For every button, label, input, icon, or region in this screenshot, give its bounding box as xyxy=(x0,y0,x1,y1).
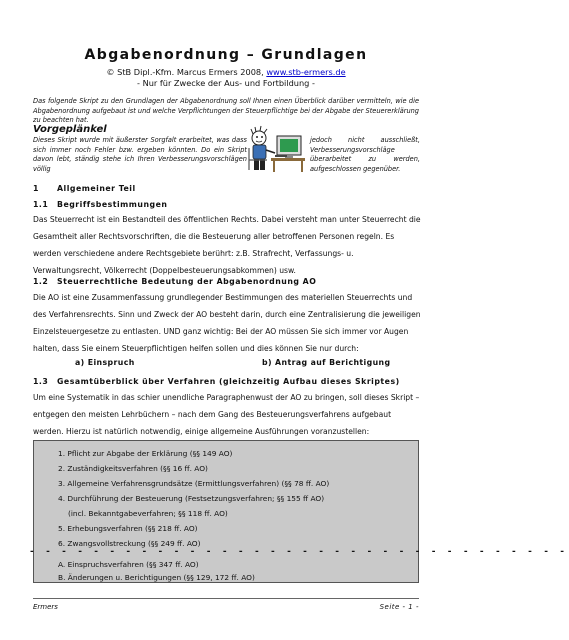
section-1-3-heading xyxy=(33,377,400,386)
vorgeplaenkel-heading: Vorgeplänkel xyxy=(33,124,107,135)
section-title: Allgemeiner Teil xyxy=(57,184,136,193)
section-number: 1.3 xyxy=(33,377,49,386)
document-title: Abgabenordnung – Grundlagen xyxy=(84,47,368,63)
section-number: 1.2 xyxy=(33,277,49,286)
list-item: 3. Allgemeine Verfahrensgrundsätze (Ermittlungsverfahren) (§§ 78 ff. AO) xyxy=(58,479,330,488)
footer-page-number: Seite - 1 - xyxy=(379,603,419,611)
list-item: 2. Zuständigkeitsverfahren (§§ 16 ff. AO) xyxy=(58,464,208,473)
footer-divider xyxy=(33,598,419,599)
list-item: (incl. Bekanntgabeverfahren; §§ 118 ff. AO) xyxy=(68,509,228,518)
section-1-2-heading xyxy=(33,277,316,286)
list-item: 5. Erhebungsverfahren (§§ 218 ff. AO) xyxy=(58,524,198,533)
section-title: Gesamtüberblick über Verfahren (gleichzeitig Aufbau dieses Skriptes) xyxy=(57,377,400,386)
section-1-3-text: Um eine Systematik in das schier unendliche Paragraphenwust der AO zu bringen, soll dieses Skript – entgegen den meisten Lehrbüchern – nach dem Gang des Besteuerungsverfahrens aufgebaut werden. Hierzu ist natürlich notwendig, einige allgemeine Ausführungen voranzustellen: xyxy=(33,393,420,436)
choice-antrag-berichtigung: b) Antrag auf Berichtigung xyxy=(262,358,391,367)
list-item: 1. Pflicht zur Abgabe der Erklärung (§§ 149 AO) xyxy=(58,449,233,458)
copyright-line xyxy=(0,67,452,77)
vorgeplaenkel-text-right: jedoch nicht ausschließt, Verbesserungsvorschläge überarbeitet zu werden, aufgeschlossen gegenüber. xyxy=(310,136,420,173)
purpose-note: - Nur für Zwecke der Aus- und Fortbildung - xyxy=(137,78,315,88)
list-item: A. Einspruchsverfahren (§§ 347 ff. AO) xyxy=(58,560,199,569)
website-link[interactable]: www.stb-ermers.de xyxy=(266,67,346,77)
footer-author: Ermers xyxy=(33,603,58,611)
section-title: Begriffsbestimmungen xyxy=(57,200,168,209)
copyright-text: © StB Dipl.-Kfm. Marcus Ermers 2008, xyxy=(106,67,267,77)
list-item: 4. Durchführung der Besteuerung (Festsetzungsverfahren; §§ 155 ff AO) xyxy=(58,494,325,503)
dashed-divider: - - - - - - - - - - - - - - - - - - - - - - - - - - - - - - - - - - xyxy=(30,547,569,557)
section-1-heading xyxy=(33,184,136,193)
section-number: 1 xyxy=(33,184,39,193)
section-1-1-text: Das Steuerrecht ist ein Bestandteil des öffentlichen Rechts. Dabei versteht man unter Steuerrecht die Gesamtheit aller Rechtsvorschriften, die die Besteuerung aller betroffenen Personen regeln. Es werden verschiedene andere Rechtsgebiete berührt: z.B. Strafrecht, Verfassungs- u. Verwaltungsrecht, Völkerrecht (Doppelbesteuerungsabkommen) usw. xyxy=(33,215,421,275)
procedure-overview-box xyxy=(30,440,569,583)
section-1-1-heading xyxy=(33,200,167,209)
section-1-2-text: Die AO ist eine Zusammenfassung grundlegender Bestimmungen des materiellen Steuerrechts und des Verfahrensrechts. Sinn und Zweck der AO besteht darin, durch eine Zentralisierung die jeweiligen Einzelsteuergesetze zu entlasten. UND ganz wichtig: Bei der AO müssen Sie sich immer vor Augen halten, dass Sie einem Steuerpflichtigen helfen sollen und dies können Sie nur durch: xyxy=(33,293,421,353)
section-title: Steuerrechtliche Bedeutung der Abgabenordnung AO xyxy=(57,277,317,286)
choice-einspruch: a) Einspruch xyxy=(75,358,135,367)
list-item: B. Änderungen u. Berichtigungen (§§ 129, 172 ff. AO) xyxy=(58,573,255,582)
list-item: 6. Zwangsvollstreckung (§§ 249 ff. AO) xyxy=(58,539,201,548)
vorgeplaenkel-text-left: Dieses Skript wurde mit äußerster Sorgfalt erarbeitet, was dass sich immer noch Fehler bzw. ergeben könnten. Do ein Skript davon lebt, ständig stehe ich Ihren Verbesserungsvorschlägen völlig xyxy=(33,136,247,173)
section-number: 1.1 xyxy=(33,200,49,209)
computer-user-cartoon-icon xyxy=(245,126,307,176)
intro-paragraph: Das folgende Skript zu den Grundlagen der Abgabenordnung soll Ihnen einen Überblick darüber vermitteln, wie die Abgabenordnung aufgebaut ist und welche Verpflichtungen der Steuerpflichtige bei der Abgabe der Steuererklärung zu beachten hat. xyxy=(33,97,419,124)
